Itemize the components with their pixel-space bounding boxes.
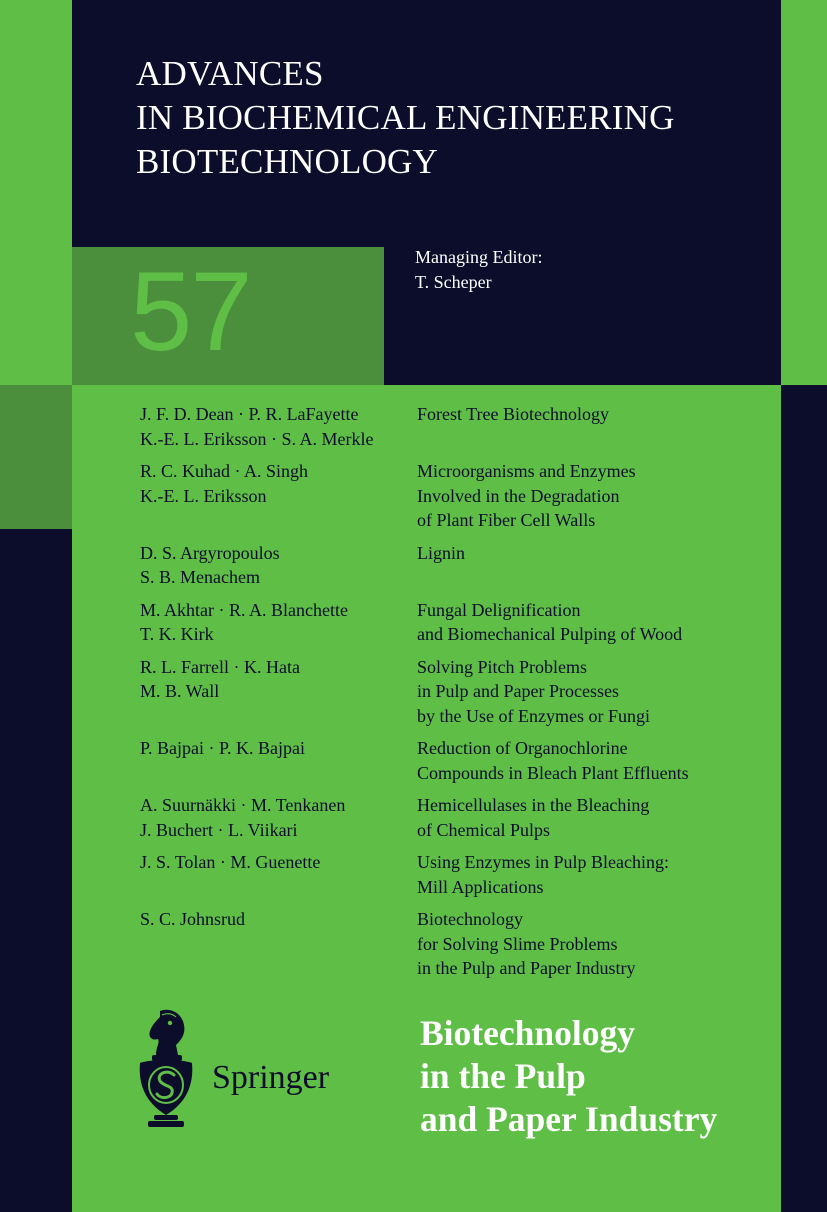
publisher-name: Springer bbox=[212, 1059, 330, 1096]
book-title-line: in the Pulp bbox=[420, 1056, 586, 1096]
left-navy-strip bbox=[0, 529, 72, 1212]
author-line: S. B. Menachem bbox=[140, 567, 260, 587]
springer-chess-knight-icon bbox=[130, 1005, 202, 1129]
entry-authors bbox=[140, 793, 412, 842]
title-line: by the Use of Enzymes or Fungi bbox=[417, 705, 650, 726]
contents-entry bbox=[140, 850, 776, 899]
author-line: R. C. Kuhad · A. Singh bbox=[140, 461, 309, 481]
book-title-line: and Paper Industry bbox=[420, 1099, 718, 1139]
title-line: Compounds in Bleach Plant Effluents bbox=[417, 762, 689, 783]
author-line: J. F. D. Dean · P. R. LaFayette bbox=[140, 404, 359, 424]
entry-authors bbox=[140, 402, 412, 451]
author-line: J. Buchert · L. Viikari bbox=[140, 819, 298, 840]
title-line: Solving Pitch Problems bbox=[417, 656, 588, 677]
author-line: J. S. Tolan · M. Guenette bbox=[140, 852, 321, 872]
entry-authors bbox=[140, 541, 412, 590]
book-title bbox=[420, 1012, 717, 1141]
right-navy-strip bbox=[781, 385, 827, 1212]
contents-entry bbox=[140, 402, 776, 451]
entry-title bbox=[417, 793, 777, 842]
contents-entry bbox=[140, 793, 776, 842]
author-line: M. B. Wall bbox=[140, 681, 220, 701]
contents-entry bbox=[140, 541, 776, 590]
left-accent-block bbox=[0, 385, 72, 529]
author-line: K.-E. L. Eriksson · S. A. Merkle bbox=[140, 428, 374, 449]
title-line: Involved in the Degradation bbox=[417, 485, 620, 506]
contents-entry bbox=[140, 598, 776, 647]
entry-title bbox=[417, 907, 777, 981]
title-line: Hemicellulases in the Bleaching bbox=[417, 795, 650, 815]
volume-number: 57 bbox=[130, 249, 251, 374]
title-line: and Biomechanical Pulping of Wood bbox=[417, 624, 683, 644]
title-line: Mill Applications bbox=[417, 876, 544, 897]
title-line: of Plant Fiber Cell Walls bbox=[417, 510, 596, 530]
entry-title bbox=[417, 402, 777, 427]
entry-authors bbox=[140, 850, 412, 875]
entry-title bbox=[417, 736, 777, 785]
contents-entry bbox=[140, 736, 776, 785]
title-line: for Solving Slime Problems bbox=[417, 933, 618, 954]
entry-title bbox=[417, 655, 777, 729]
managing-editor-label: Managing Editor: bbox=[415, 247, 543, 267]
contents-entry bbox=[140, 459, 776, 533]
series-title-line: IN BIOCHEMICAL ENGINEERING bbox=[136, 98, 675, 137]
entry-authors bbox=[140, 598, 412, 647]
author-line: D. S. Argyropoulos bbox=[140, 542, 280, 563]
book-title-line: Biotechnology bbox=[420, 1013, 635, 1053]
managing-editor-name: T. Scheper bbox=[415, 272, 492, 292]
title-line: Forest Tree Biotechnology bbox=[417, 404, 609, 424]
title-line: Microorganisms and Enzymes bbox=[417, 461, 636, 481]
author-line: S. C. Johnsrud bbox=[140, 909, 246, 929]
title-line: Biotechnology bbox=[417, 909, 523, 929]
title-line: Reduction of Organochlorine bbox=[417, 738, 628, 758]
entry-title bbox=[417, 459, 777, 533]
table-of-contents bbox=[140, 402, 776, 981]
entry-authors bbox=[140, 459, 412, 508]
author-line: T. K. Kirk bbox=[140, 624, 214, 644]
contents-entry bbox=[140, 907, 776, 981]
title-line: in Pulp and Paper Processes bbox=[417, 681, 619, 701]
title-line: Lignin bbox=[417, 542, 465, 563]
entry-authors bbox=[140, 736, 412, 761]
entry-authors bbox=[140, 655, 412, 704]
series-title-line: BIOTECHNOLOGY bbox=[136, 142, 439, 181]
title-line: Fungal Delignification bbox=[417, 599, 581, 620]
author-line: P. Bajpai · P. K. Bajpai bbox=[140, 738, 305, 758]
author-line: K.-E. L. Eriksson bbox=[140, 485, 267, 506]
author-line: R. L. Farrell · K. Hata bbox=[140, 656, 300, 677]
title-line: of Chemical Pulps bbox=[417, 819, 550, 840]
entry-title bbox=[417, 850, 777, 899]
series-title bbox=[136, 52, 675, 184]
entry-title bbox=[417, 541, 777, 566]
series-title-line: ADVANCES bbox=[136, 54, 324, 93]
contents-entry bbox=[140, 655, 776, 729]
author-line: A. Suurnäkki · M. Tenkanen bbox=[140, 795, 346, 815]
entry-title bbox=[417, 598, 777, 647]
title-line: in the Pulp and Paper Industry bbox=[417, 958, 636, 978]
author-line: M. Akhtar · R. A. Blanchette bbox=[140, 599, 348, 620]
title-line: Using Enzymes in Pulp Bleaching: bbox=[417, 852, 669, 872]
entry-authors bbox=[140, 907, 412, 932]
